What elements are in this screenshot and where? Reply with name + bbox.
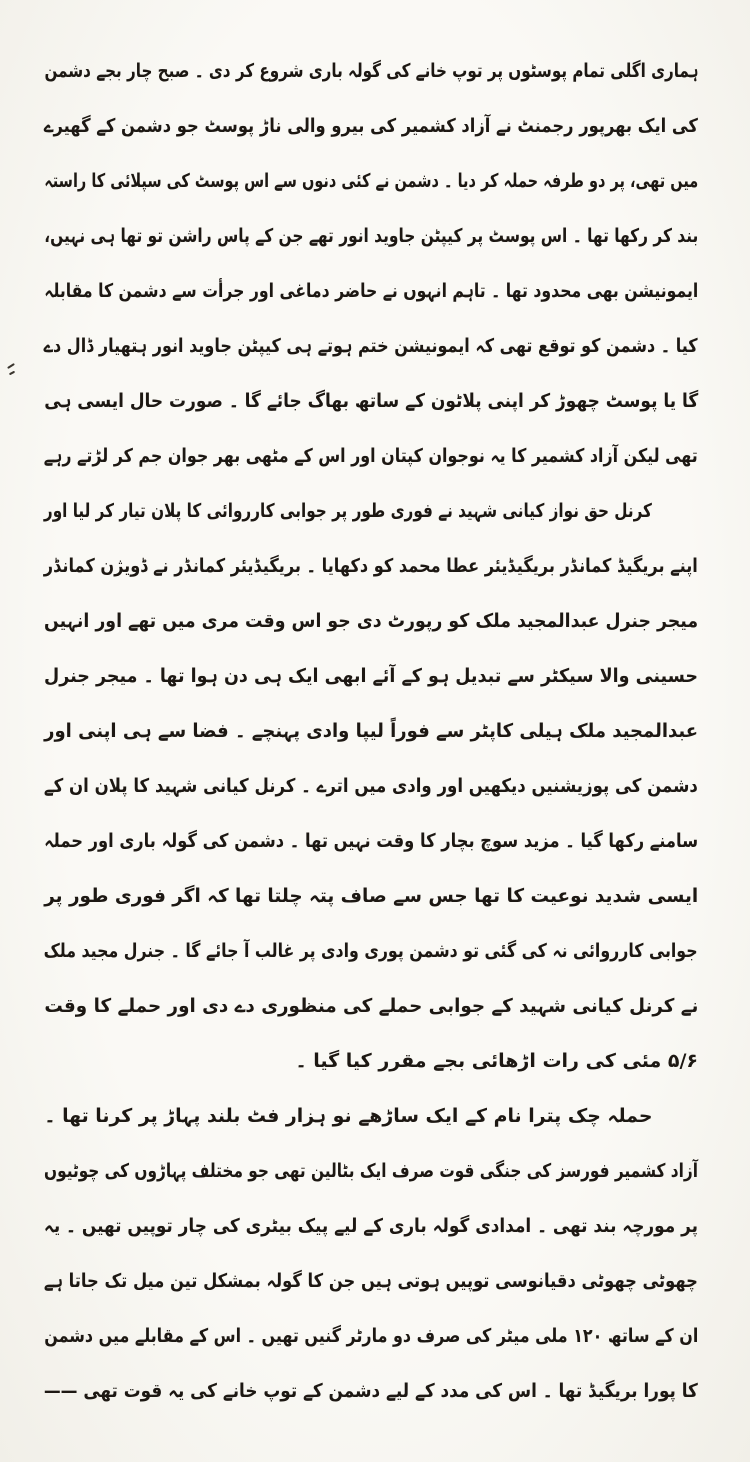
line-text: بند کر رکھا تھا ۔ اس پوسٹ پر کیپٹن جاوید انور تھے جن کے پاس راشن تو تھا ہی نہیں،: [44, 225, 698, 247]
text-line: [44, 869, 698, 924]
line-text: عبدالمجید ملک ہیلی کاپٹر سے فوراً لیپا وادی پہنچے ۔ فضا سے ہی اپنی اور: [43, 720, 698, 742]
text-line: [44, 814, 698, 869]
line-text: کرنل حق نواز کیانی شہید نے فوری طور پر جوابی کارروائی کا پلان تیار کر لیا اور: [43, 500, 652, 522]
text-line: [44, 704, 698, 759]
text-block: [44, 44, 698, 1419]
text-line: [44, 1364, 698, 1419]
line-text: کیا ۔ دشمن کو توقع تھی کہ ایمونیشن ختم ہوتے ہی کیپٹن جاوید انور ہتھیار ڈال دے: [44, 335, 698, 357]
text-line: [44, 209, 698, 264]
line-text: کی ایک بھرپور رجمنٹ نے آزاد کشمیر کی بیرو والی ناڑ پوسٹ جو دشمن کے گھیرے: [44, 115, 698, 137]
text-line: [44, 539, 698, 594]
line-text: حملہ چک پترا نام کے ایک ساڑھے نو ہزار فٹ بلند پہاڑ پر کرنا تھا ۔: [43, 1105, 652, 1127]
text-line: [44, 1309, 698, 1364]
text-line-paragraph-start: [44, 484, 652, 539]
text-line: [44, 1144, 698, 1199]
text-line: [44, 374, 698, 429]
line-text: چھوٹی چھوٹی دقیانوسی توپیں ہوتی ہیں جن کا گولہ بمشکل تین میل تک جاتا ہے: [43, 1270, 698, 1292]
line-text: پر مورچہ بند تھی ۔ امدادی گولہ باری کے لیے پیک بیٹری کی چار توپیں تھیں ۔ یہ: [43, 1215, 698, 1237]
text-line: [44, 979, 698, 1034]
line-text: نے کرنل کیانی شہید کے جوابی حملے کی منظوری دے دی اور حملے کا وقت: [44, 995, 698, 1017]
line-text: حسینی والا سیکٹر سے تبدیل ہو کے آئے ابھی ایک ہی دن ہوا تھا ۔ میجر جنرل: [43, 665, 698, 687]
text-line: [44, 649, 698, 704]
text-line: [44, 1254, 698, 1309]
line-text: تھی لیکن آزاد کشمیر کا یہ نوجوان کپتان اور اس کے مٹھی بھر جوان جم کر لڑتے رہے: [44, 445, 698, 467]
line-text: ہماری اگلی تمام پوسٹوں پر توپ خانے کی گولہ باری شروع کر دی ۔ صبح چار بجے دشمن: [43, 60, 698, 82]
line-text: میں تھی، پر دو طرفہ حملہ کر دیا ۔ دشمن نے کئی دنوں سے اس پوسٹ کی سپلائی کا راستہ: [44, 170, 698, 192]
line-text: ۵/۶ مئی کی رات اڑھائی بجے مقرر کیا گیا ۔: [295, 1050, 698, 1072]
text-line: [44, 759, 698, 814]
line-text: گا یا پوسٹ چھوڑ کر اپنی پلاٹون کے ساتھ بھاگ جائے گا ۔ صورت حال ایسی ہی: [44, 390, 698, 412]
text-line-paragraph-end: [44, 1034, 698, 1089]
line-text: ایسی شدید نوعیت کا تھا جس سے صاف پتہ چلتا تھا کہ اگر فوری طور پر: [44, 885, 698, 907]
text-line: [44, 264, 698, 319]
line-text: آزاد کشمیر فورسز کی جنگی قوت صرف ایک بٹالین تھی جو مختلف پہاڑوں کی چوٹیوں: [44, 1160, 698, 1182]
text-line: [44, 319, 698, 374]
line-text: کا پورا بریگیڈ تھا ۔ اس کی مدد کے لیے دشمن کے توپ خانے کی یہ قوت تھی ——: [43, 1380, 698, 1402]
text-line: [44, 154, 698, 209]
text-line: [44, 924, 698, 979]
text-line: [44, 99, 698, 154]
text-line: [44, 44, 698, 99]
line-text: ایمونیشن بھی محدود تھا ۔ تاہم انہوں نے حاضر دماغی اور جرأت سے دشمن کا مقابلہ: [43, 280, 698, 302]
line-text: سامنے رکھا گیا ۔ مزید سوچ بچار کا وقت نہیں تھا ۔ دشمن کی گولہ باری اور حملہ: [43, 830, 698, 852]
line-text: دشمن کی پوزیشنیں دیکھیں اور وادی میں اترے ۔ کرنل کیانی شہید کا پلان ان کے: [43, 775, 698, 797]
text-line-paragraph-start: [44, 1089, 652, 1144]
margin-mark: [5, 362, 19, 380]
line-text: اپنے بریگیڈ کمانڈر بریگیڈیئر عطا محمد کو دکھایا ۔ بریگیڈیئر کمانڈر نے ڈویژن کمانڈر: [43, 555, 698, 577]
line-text: جوابی کارروائی نہ کی گئی تو دشمن پوری وادی پر غالب آ جائے گا ۔ جنرل مجید ملک: [44, 940, 698, 962]
text-line: [44, 1199, 698, 1254]
text-line: [44, 429, 698, 484]
line-text: میجر جنرل عبدالمجید ملک کو رپورٹ دی جو اس وقت مری میں تھے اور انہیں: [43, 610, 698, 632]
text-line: [44, 594, 698, 649]
line-text: ان کے ساتھ ۱۲۰ ملی میٹر کی صرف دو مارٹر گنیں تھیں ۔ اس کے مقابلے میں دشمن: [43, 1325, 698, 1347]
